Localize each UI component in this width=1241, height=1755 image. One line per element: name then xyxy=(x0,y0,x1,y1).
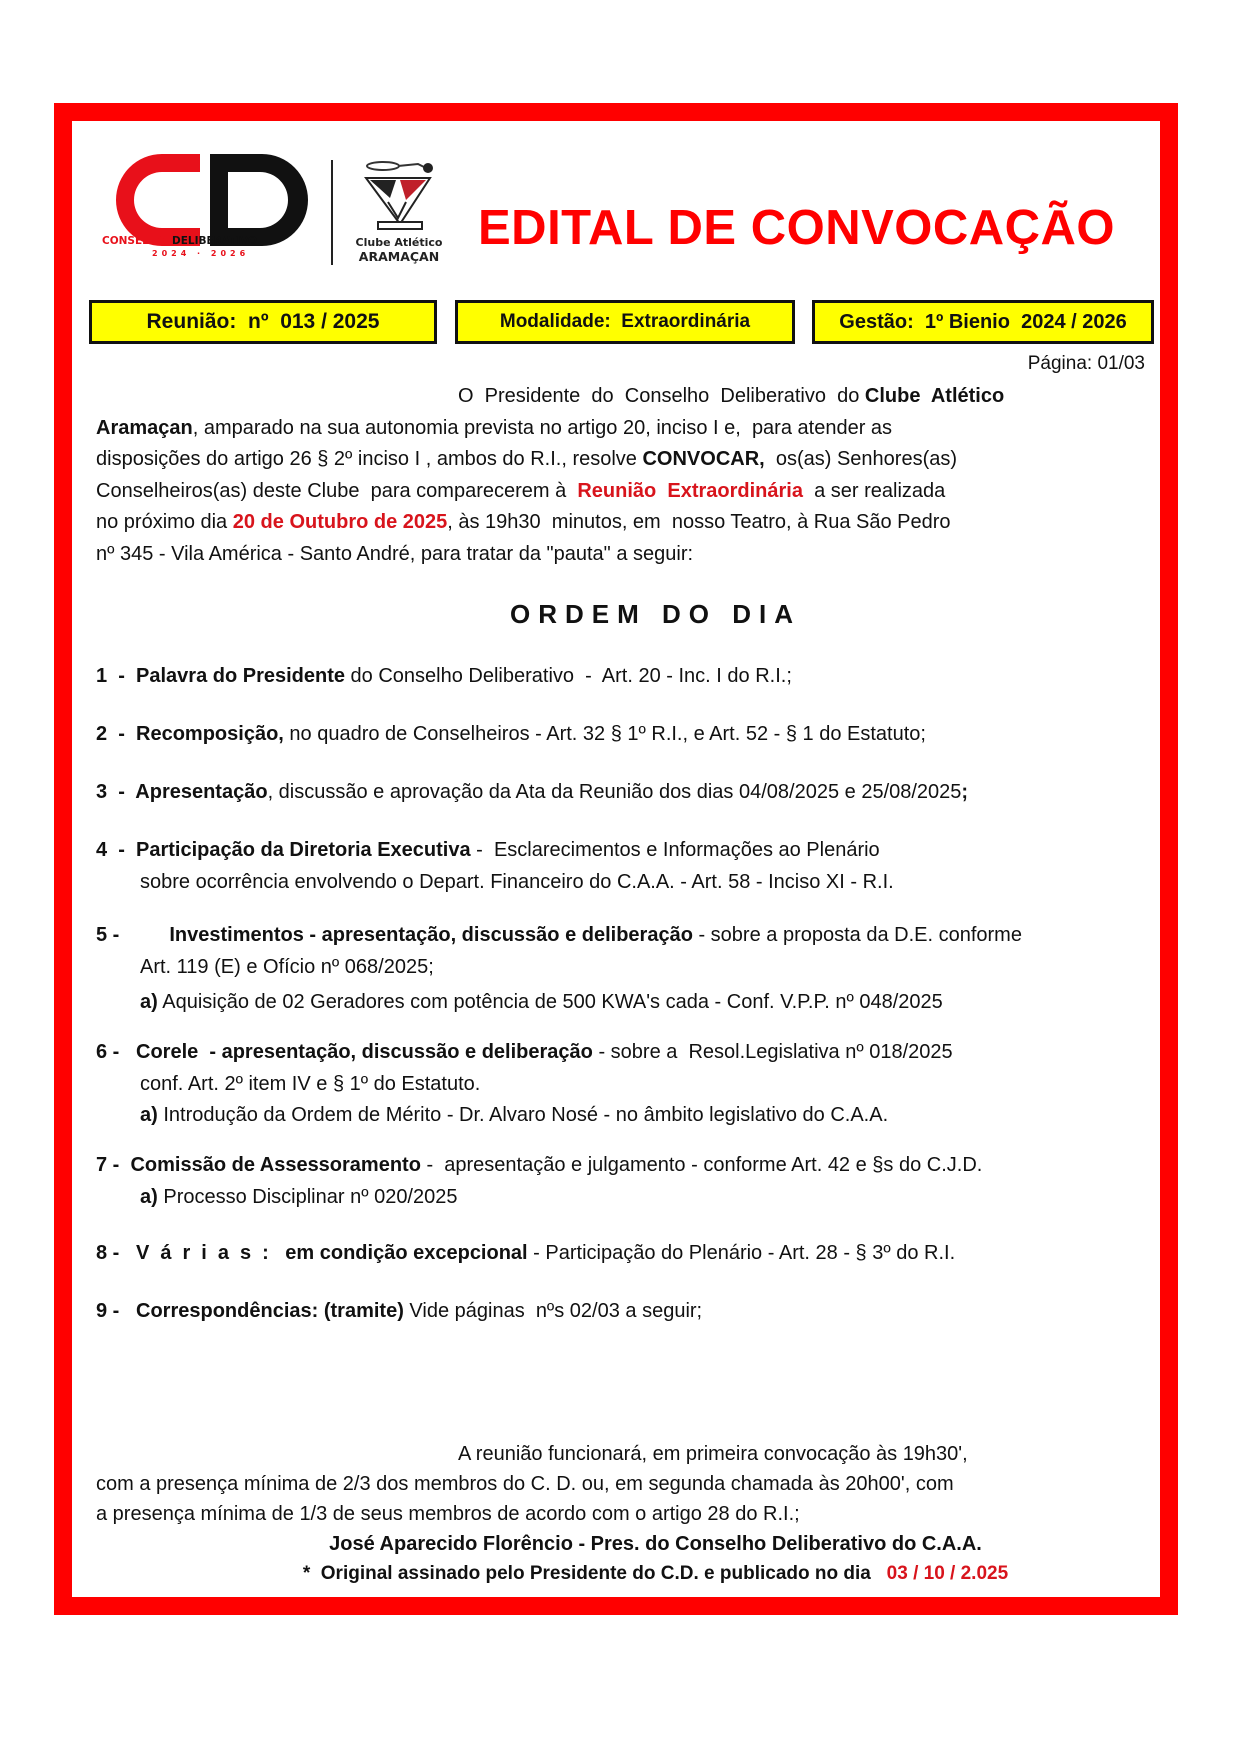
item-text: - Esclarecimentos e Informações ao Plenário xyxy=(470,839,880,861)
intro-text: Conselheiros(as) deste Clube para comparecerem à xyxy=(96,479,578,502)
intro-paragraph xyxy=(96,381,1136,570)
logo-divider xyxy=(331,160,333,265)
management-box xyxy=(812,300,1154,344)
item-text: no quadro de Conselheiros - Art. 32 § 1º R.I., e Art. 52 - § 1 do Estatuto; xyxy=(283,723,926,745)
modality-label: Modalidade: xyxy=(499,311,611,332)
agenda-item-6 xyxy=(96,1037,1146,1132)
item-heading: Palavra do Presidente xyxy=(136,665,345,687)
agenda-item-5 xyxy=(96,920,1146,1019)
item-number: 3 - xyxy=(96,781,136,803)
agenda-item-8 xyxy=(96,1238,1146,1270)
club-emblem-icon xyxy=(348,152,444,232)
agenda-item-7 xyxy=(96,1150,1146,1213)
intro-text: , amparado na sua autonomia prevista no artigo 20, inciso I e, para atender as xyxy=(192,416,893,439)
item-number: 7 - xyxy=(96,1154,131,1176)
item-heading: Apresentação xyxy=(135,781,268,803)
agenda-item-2 xyxy=(96,719,1146,751)
publication-date: 03 / 10 / 2.025 xyxy=(886,1563,1009,1584)
intro-line-5 xyxy=(96,507,1136,539)
item-number: 2 - xyxy=(96,723,137,745)
sub-item-text: Aquisição de 02 Geradores com potência de 500 KWA's cada - Conf. V.P.P. nº 048/2025 xyxy=(157,991,943,1013)
meeting-date-highlight: 20 de Outubro de 2025 xyxy=(232,511,448,533)
item-text: Vide páginas nºs 02/03 a seguir; xyxy=(403,1300,703,1322)
agenda-item-9 xyxy=(96,1296,1146,1328)
agenda-item-1 xyxy=(96,661,1146,693)
closing-line-3: a presença mínima de 1/3 de seus membros de acordo com o artigo 28 do R.I.; xyxy=(96,1503,800,1525)
cd-logo-deliberativo: DELIBERATIVO xyxy=(172,235,257,247)
item-number: 8 - xyxy=(96,1242,137,1264)
sub-item-label: a) xyxy=(140,991,158,1013)
item-heading: em condição excepcional xyxy=(279,1242,528,1264)
intro-text: disposições do artigo 26 § 2º inciso I , ambos do R.I., resolve xyxy=(96,448,643,470)
club-name-line1: Clube Atlético xyxy=(355,236,443,249)
club-name-bold: Clube Atlético xyxy=(864,385,1005,407)
intro-line-3 xyxy=(96,444,1136,476)
item-number: 1 - xyxy=(96,665,137,687)
intro-line-1 xyxy=(96,381,1136,413)
cd-logo-years: 2024 · 2026 xyxy=(152,249,250,258)
item-number: 9 - xyxy=(96,1300,137,1322)
club-name-line2: ARAMAÇAN xyxy=(358,249,440,264)
item-text: do Conselho Deliberativo - Art. 20 - Inc. I do R.I.; xyxy=(345,665,792,687)
item-heading: Correspondências: (tramite) xyxy=(136,1300,404,1322)
document-title: EDITAL DE CONVOCAÇÃO xyxy=(478,201,1116,255)
item-text-line2: sobre ocorrência envolvendo o Depart. Financeiro do C.A.A. - Art. 58 - Inciso XI - R.I. xyxy=(140,870,894,893)
item-heading-spaced: Várias: xyxy=(136,1242,280,1264)
intro-line-2 xyxy=(96,413,1136,445)
modality-value: Extraordinária xyxy=(621,311,751,332)
sub-item-label: a) xyxy=(140,1185,158,1208)
agenda-item-4 xyxy=(96,835,1146,898)
intro-text: O Presidente do Conselho Deliberativo do xyxy=(458,385,865,407)
club-name xyxy=(344,236,454,264)
closing-line-2: com a presença mínima de 2/3 dos membros do C. D. ou, em segunda chamada às 20h00', com xyxy=(96,1473,954,1495)
convocar-bold: CONVOCAR, xyxy=(642,448,765,470)
publication-note xyxy=(0,1560,1241,1588)
cd-logo-conselho: CONSELHO xyxy=(102,235,167,247)
meeting-type-highlight: Reunião Extraordinária xyxy=(577,479,803,502)
modality-box xyxy=(455,300,795,344)
item-heading: Recomposição, xyxy=(136,723,284,745)
publication-note-text: * Original assinado pelo Presidente do C.D. e publicado no dia xyxy=(302,1563,887,1584)
meeting-number-box xyxy=(89,300,437,344)
item-text: - sobre a Resol.Legislativa nº 018/2025 xyxy=(592,1041,953,1063)
item-text: - sobre a proposta da D.E. conforme xyxy=(692,924,1022,946)
sub-item-text: Introdução da Ordem de Mérito - Dr. Alvaro Nosé - no âmbito legislativo do C.A.A. xyxy=(157,1104,889,1126)
signature-line: José Aparecido Florêncio - Pres. do Conselho Deliberativo do C.A.A. xyxy=(329,1533,982,1555)
item-number: 4 - xyxy=(96,839,137,861)
item-heading: Corele - apresentação, discussão e deliberação xyxy=(136,1041,593,1063)
intro-text: , às 19h30 minutos, em nosso Teatro, à Rua São Pedro xyxy=(447,511,951,533)
management-label: Gestão: xyxy=(839,310,914,333)
intro-line-6: nº 345 - Vila América - Santo André, para tratar da "pauta" a seguir: xyxy=(96,542,694,565)
item-text: , discussão e aprovação da Ata da Reunião dos dias 04/08/2025 e 25/08/2025 xyxy=(267,781,962,803)
item-number: 6 - xyxy=(96,1041,137,1063)
item-heading: Comissão de Assessoramento xyxy=(130,1154,421,1176)
intro-text: os(as) Senhores(as) xyxy=(764,448,958,470)
item-heading: Investimentos - apresentação, discussão e deliberação xyxy=(169,924,693,946)
item-number: 5 - xyxy=(96,924,170,946)
item-heading: Participação da Diretoria Executiva xyxy=(136,839,471,861)
closing-line-1: A reunião funcionará, em primeira convocação às 19h30', xyxy=(458,1443,968,1465)
page-indicator: Página: 01/03 xyxy=(1027,353,1145,374)
meeting-number-value: nº 013 / 2025 xyxy=(248,310,380,333)
item-text-line2: conf. Art. 2º item IV e § 1º do Estatuto. xyxy=(140,1072,481,1095)
intro-text: a ser realizada xyxy=(802,479,946,502)
conselho-deliberativo-logo xyxy=(100,152,320,262)
management-value: 1º Bienio 2024 / 2026 xyxy=(924,310,1127,333)
meeting-number-label: Reunião: xyxy=(146,310,237,333)
sub-item-label: a) xyxy=(140,1104,158,1126)
item-text-line2: Art. 119 (E) e Ofício nº 068/2025; xyxy=(140,955,434,978)
agenda-title: ORDEM DO DIA xyxy=(510,599,801,629)
intro-line-4 xyxy=(96,476,1136,508)
agenda-item-3 xyxy=(96,777,1146,809)
item-tail: ; xyxy=(961,781,969,803)
item-text: - Participação do Plenário - Art. 28 - § 3º do R.I. xyxy=(527,1242,956,1264)
sub-item-text: Processo Disciplinar nº 020/2025 xyxy=(157,1185,458,1208)
club-name-bold: Aramaçan xyxy=(96,416,193,439)
intro-text: no próximo dia xyxy=(96,511,233,533)
item-text: - apresentação e julgamento - conforme Art. 42 e §s do C.J.D. xyxy=(420,1154,983,1176)
